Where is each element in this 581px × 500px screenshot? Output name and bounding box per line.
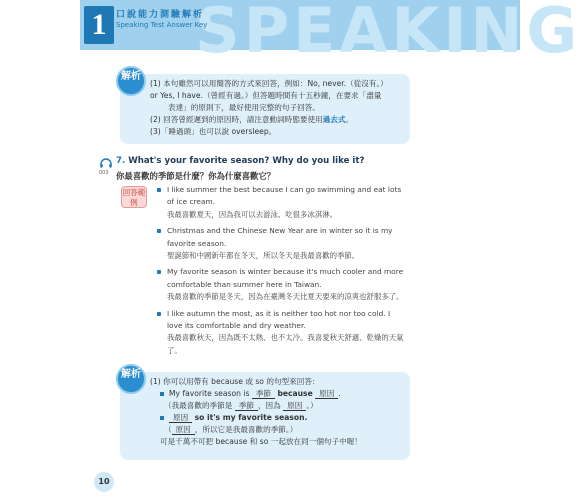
question-title-zh: 你最喜歡的季節是什麼？你為什麼喜歡它？ <box>116 171 276 181</box>
question-number: 7. <box>116 156 126 166</box>
explanation-1-text <box>150 78 405 138</box>
explanation-badge-1: 解析 <box>116 66 146 96</box>
answer-zh: 我最喜歡的季節是冬天，因為在臺灣冬天比夏天要來的涼爽也舒服多了。 <box>167 292 404 302</box>
bullet-icon <box>157 229 161 233</box>
explanation-1-line-3: 表達」的原則下，最好使用完整的句子回答。 <box>168 103 320 112</box>
explanation-1-line-1: (1) 本句雖然可以用簡答的方式來回答，例如：No, never.（從沒有。） <box>150 79 388 88</box>
answer-zh: 我最喜歡秋天，因為既不太熱、也不太冷。我喜愛秋天舒適、乾燥的天氣了。 <box>167 333 404 355</box>
answer-en: I like autumn the most, as it is neither too hot nor too cold. I love its comfortable and dry weather. <box>167 308 391 331</box>
answer-zh: 聖誕節和中國新年都在冬天，所以冬天是我最喜歡的季節。 <box>167 251 360 261</box>
answer-zh: 我最喜歡夏天，因為我可以去游泳、吃很多冰淇淋。 <box>167 209 337 219</box>
answer-item <box>157 225 407 262</box>
pattern-1-en: My favorite season is 季節 because 原因 . <box>150 388 405 400</box>
page-number: 10 <box>94 472 114 492</box>
answer-item <box>157 184 407 221</box>
answer-item <box>157 266 407 303</box>
chapter-subtitle: Speaking Test Answer Key <box>116 21 208 29</box>
blank-reason: 原因 <box>315 389 338 399</box>
chapter-number: 1 <box>84 6 114 44</box>
bullet-icon <box>160 416 164 420</box>
answer-list <box>157 184 407 358</box>
answer-en: I like summer the best because I can go swimming and eat lots of ice cream. <box>167 185 402 207</box>
blank-season: 季節 <box>235 401 258 411</box>
blank-reason: 原因 <box>169 413 192 423</box>
reference-answer-badge: 回答範例 <box>122 188 146 207</box>
track-number: 003 <box>99 170 109 176</box>
answer-item <box>157 308 407 358</box>
pattern-2-zh: （ 原因 ，所以它是我最喜歡的季節。） <box>164 425 298 434</box>
blank-reason: 原因 <box>172 425 195 435</box>
explanation-1-line-5: (3)「睡過頭」也可以說 oversleep。 <box>150 127 277 136</box>
chapter-header <box>80 0 581 67</box>
bullet-icon <box>160 392 164 396</box>
blank-reason: 原因 <box>283 401 306 411</box>
explanation-2-intro: (1) 你可以用帶有 because 或 so 的句型來回答： <box>150 377 320 386</box>
explanation-1-line-4: (2) 回答曾經遲到的原因時，請注意動詞時態要使用過去式。 <box>150 115 354 124</box>
answer-en: Christmas and the Chinese New Year are in winter so it is my favorite season. <box>167 226 393 248</box>
explanation-badge-2: 解析 <box>116 364 146 394</box>
past-tense-highlight: 過去式 <box>322 115 346 124</box>
pattern-1-zh: （我最喜歡的季節是 季節 ，因為 原因 。） <box>164 401 318 410</box>
question-title: 7. What's your favorite season? Why do you like it? <box>116 156 365 166</box>
pattern-2-en: 原因 so it's my favorite season. <box>150 412 405 424</box>
explanation-2-text <box>150 376 405 448</box>
bullet-icon <box>157 312 161 316</box>
headphone-icon <box>100 158 112 168</box>
chapter-title: 口說能力測驗解析 <box>116 10 205 20</box>
bullet-icon <box>157 270 161 274</box>
blank-season: 季節 <box>252 389 275 399</box>
header-watermark: SPEAKING <box>195 0 581 67</box>
bullet-icon <box>157 188 161 192</box>
answer-en: My favorite season is winter because it's much cooler and more comfortable than summer here in Taiwan. <box>167 267 404 289</box>
warning-note: 可是千萬不可把 because 和 so 一起放在同一個句子中喔！ <box>160 437 362 446</box>
explanation-1-line-2: or Yes, I have.（曾經有過。）但答題時間有十五秒鐘，在要求「盡量 <box>150 91 382 100</box>
